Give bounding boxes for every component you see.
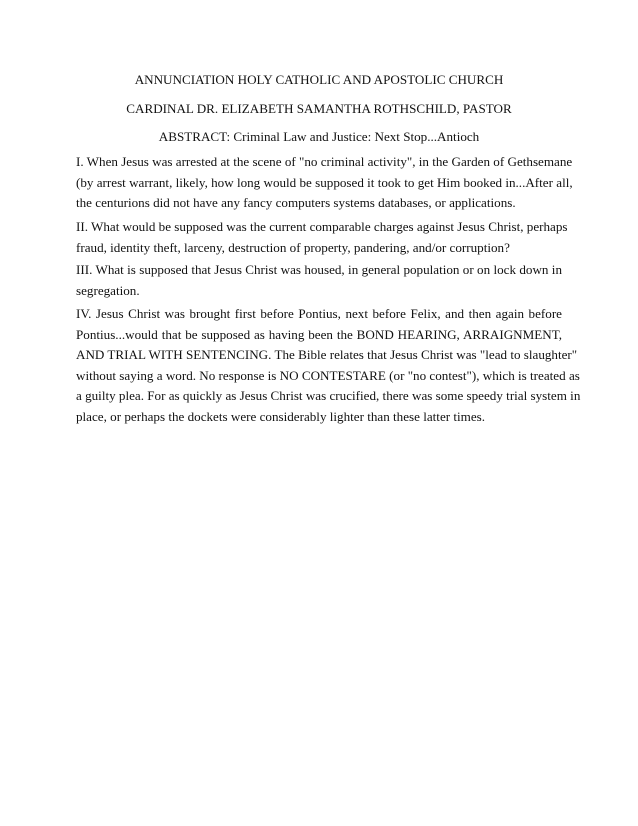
paragraph-line: place, or perhaps the dockets were considerably lighter than these latter times. bbox=[76, 408, 486, 424]
paragraph-line: Pontius...would that be supposed as having been the BOND HEARING, ARRAIGNMENT, bbox=[76, 326, 562, 342]
paragraph-line: without saying a word. No response is NO CONTESTARE (or "no contest"), which is treated as bbox=[76, 367, 580, 383]
paragraph-line: II. What would be supposed was the current comparable charges against Jesus Christ, perhaps bbox=[76, 219, 568, 234]
paragraph-1 bbox=[76, 152, 573, 214]
paragraph-line: the centurions did not have any fancy computers systems databases, or applications. bbox=[76, 195, 516, 211]
paragraph-line: AND TRIAL WITH SENTENCING. The Bible relates that Jesus Christ was "lead to slaughter" bbox=[76, 347, 578, 363]
paragraph-line: fraud, identity theft, larceny, destruction of property, pandering, and/or corruption? bbox=[76, 239, 510, 255]
abstract-heading: ABSTRACT: Criminal Law and Justice: Next Stop...Antioch bbox=[158, 129, 480, 144]
paragraph-line: III. What is supposed that Jesus Christ was housed, in general population or on lock down in bbox=[76, 262, 562, 277]
paragraph-line: I. When Jesus was arrested at the scene of "no criminal activity", in the Garden of Gethsemane bbox=[76, 154, 573, 169]
paragraph-3 bbox=[76, 260, 562, 301]
paragraph-line: segregation. bbox=[76, 282, 140, 298]
paragraph-line: (by arrest warrant, likely, how long would be supposed it took to get Him booked in...After all, bbox=[76, 174, 573, 190]
paragraph-line: IV. Jesus Christ was brought first before Pontius, next before Felix, and then again before bbox=[76, 306, 562, 321]
pastor-heading: CARDINAL DR. ELIZABETH SAMANTHA ROTHSCHILD, PASTOR bbox=[126, 101, 512, 116]
paragraph-2 bbox=[76, 217, 568, 258]
church-name-heading: ANNUNCIATION HOLY CATHOLIC AND APOSTOLIC CHURCH bbox=[134, 72, 504, 87]
paragraph-4 bbox=[76, 304, 581, 428]
paragraph-line: a guilty plea. For as quickly as Jesus Christ was crucified, there was some speedy trial system in bbox=[76, 388, 581, 404]
